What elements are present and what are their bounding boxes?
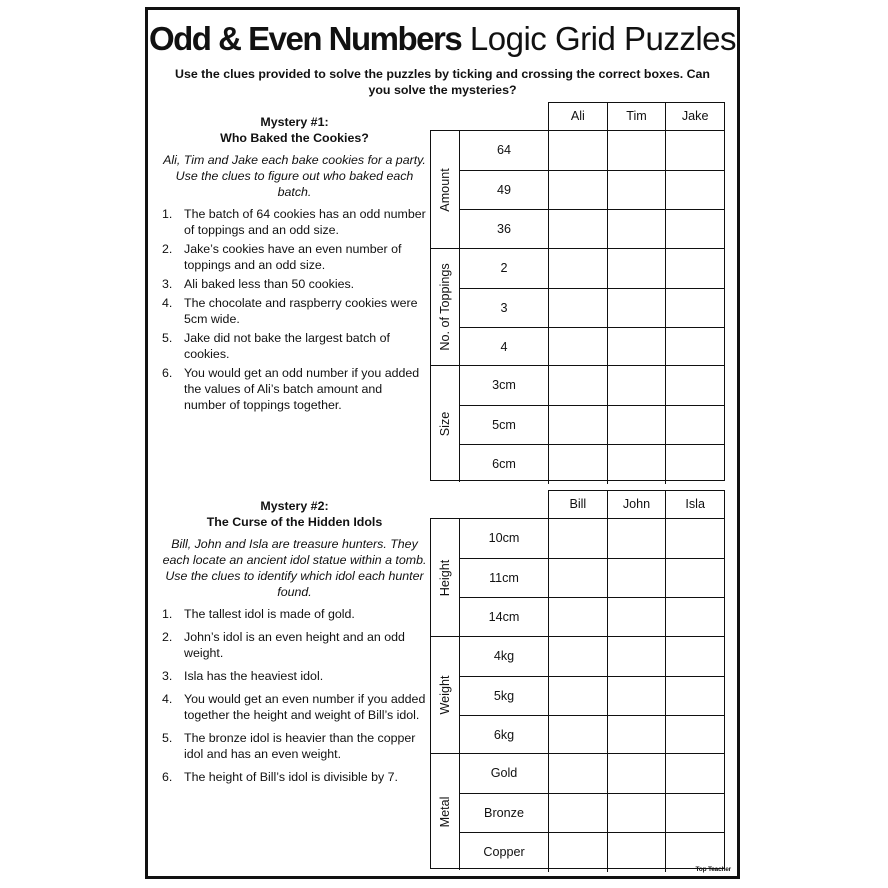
answer-cell[interactable] — [549, 598, 608, 637]
answer-cell[interactable] — [666, 328, 724, 367]
row-value: 2 — [460, 249, 549, 288]
answer-cell[interactable] — [666, 406, 724, 445]
instructions: Use the clues provided to solve the puzzles by ticking and crossing the correct boxes. Can you solve the mysteries? — [175, 67, 710, 97]
answer-cell[interactable] — [666, 677, 724, 716]
list-item: 6. The height of Bill’s idol is divisible by 7. — [162, 770, 398, 784]
row-value: Bronze — [460, 794, 549, 833]
grid-row — [460, 170, 724, 210]
grid-section — [431, 365, 724, 482]
answer-cell[interactable] — [608, 289, 667, 328]
grid-row — [460, 519, 724, 558]
grid-row — [460, 637, 724, 676]
grid-row — [460, 444, 724, 484]
worksheet — [145, 7, 740, 879]
section-label: Height — [431, 519, 460, 636]
answer-cell[interactable] — [549, 328, 608, 367]
title-bold: Odd & Even Numbers — [148, 20, 462, 57]
row-value: 64 — [460, 131, 549, 170]
grid-header-cell: Bill — [549, 491, 608, 518]
grid-1-body — [430, 130, 725, 481]
mystery-2-subheading: The Curse of the Hidden Idols — [206, 515, 383, 529]
answer-cell[interactable] — [549, 716, 608, 755]
answer-cell[interactable] — [608, 794, 667, 833]
row-value: 49 — [460, 171, 549, 210]
answer-cell[interactable] — [549, 210, 608, 249]
mystery-1 — [162, 114, 427, 416]
title-light: Logic Grid Puzzles — [469, 20, 737, 57]
answer-cell[interactable] — [608, 131, 667, 170]
grid-row — [460, 209, 724, 249]
answer-cell[interactable] — [549, 171, 608, 210]
answer-cell[interactable] — [549, 833, 608, 872]
list-item: 5. The bronze idol is heavier than the copper idol and has an even weight. — [162, 731, 416, 761]
mystery-1-heading: Mystery #1: — [260, 115, 329, 129]
list-item: 4. You would get an even number if you added together the height and weight of Bill’s idol. — [162, 692, 426, 722]
row-value: 5cm — [460, 406, 549, 445]
row-value: Copper — [460, 833, 549, 872]
answer-cell[interactable] — [666, 794, 724, 833]
grid-row — [460, 366, 724, 405]
grid-section — [431, 248, 724, 365]
mystery-1-subheading: Who Baked the Cookies? — [220, 131, 369, 145]
grid-row — [460, 754, 724, 793]
answer-cell[interactable] — [608, 754, 667, 793]
grid-header-cell: Jake — [681, 109, 709, 123]
grid-header-cell: John — [608, 491, 667, 518]
answer-cell[interactable] — [549, 519, 608, 558]
grid-row — [460, 558, 724, 598]
row-value: 3cm — [460, 366, 549, 405]
row-value: 4kg — [460, 637, 549, 676]
grid-header-cell: Ali — [549, 103, 608, 130]
list-item: 2. Jake’s cookies have an even number of toppings and an odd size. — [162, 242, 402, 272]
answer-cell[interactable] — [608, 598, 667, 637]
answer-cell[interactable] — [608, 249, 667, 288]
answer-cell[interactable] — [666, 754, 724, 793]
answer-cell[interactable] — [608, 559, 667, 598]
answer-cell[interactable] — [608, 677, 667, 716]
answer-cell[interactable] — [549, 289, 608, 328]
grid-row — [460, 249, 724, 288]
grid-section — [431, 636, 724, 753]
answer-cell[interactable] — [549, 445, 608, 484]
grid-section — [431, 753, 724, 870]
answer-cell[interactable] — [666, 716, 724, 755]
row-value: Gold — [460, 754, 549, 793]
row-value: 14cm — [460, 598, 549, 637]
list-item: 4. The chocolate and raspberry cookies were 5cm wide. — [162, 296, 418, 326]
grid-row — [460, 676, 724, 716]
row-value: 4 — [460, 328, 549, 367]
answer-cell[interactable] — [549, 637, 608, 676]
answer-cell[interactable] — [666, 637, 724, 676]
grid-row — [460, 832, 724, 872]
row-value: 10cm — [460, 519, 549, 558]
answer-cell[interactable] — [549, 794, 608, 833]
answer-cell[interactable] — [608, 210, 667, 249]
answer-cell[interactable] — [608, 637, 667, 676]
list-item: 3. Ali baked less than 50 cookies. — [162, 277, 355, 291]
answer-cell[interactable] — [608, 171, 667, 210]
grid-row — [460, 793, 724, 833]
answer-cell[interactable] — [608, 833, 667, 872]
answer-cell[interactable] — [608, 406, 667, 445]
answer-cell[interactable] — [549, 754, 608, 793]
grid-2-header — [548, 490, 725, 519]
answer-cell[interactable] — [666, 559, 724, 598]
answer-cell[interactable] — [666, 519, 724, 558]
grid-2-body — [430, 518, 725, 869]
answer-cell[interactable] — [608, 366, 667, 405]
grid-row — [460, 715, 724, 755]
answer-cell[interactable] — [666, 445, 724, 484]
grid-row — [460, 405, 724, 445]
answer-cell[interactable] — [549, 249, 608, 288]
answer-cell[interactable] — [666, 210, 724, 249]
mystery-1-story: Ali, Tim and Jake each bake cookies for a party. Use the clues to figure out who baked each batch. — [163, 153, 426, 199]
mystery-2-clues — [162, 606, 427, 785]
mystery-1-clues — [162, 206, 427, 413]
section-label: Size — [431, 366, 460, 482]
list-item: 1. The tallest idol is made of gold. — [162, 607, 355, 621]
grid-section — [431, 519, 724, 636]
page-title — [148, 20, 737, 58]
row-value: 5kg — [460, 677, 549, 716]
list-item: 3. Isla has the heaviest idol. — [162, 669, 324, 683]
answer-cell[interactable] — [666, 289, 724, 328]
list-item: 5. Jake did not bake the largest batch of cookies. — [162, 331, 390, 361]
grid-header-cell: Isla — [685, 497, 705, 511]
answer-cell[interactable] — [666, 131, 724, 170]
answer-cell[interactable] — [608, 328, 667, 367]
row-value: 6cm — [460, 445, 549, 484]
answer-cell[interactable] — [666, 598, 724, 637]
section-label: Weight — [431, 637, 460, 753]
grid-row — [460, 288, 724, 328]
grid-row — [460, 597, 724, 637]
grid-header-cell: Tim — [608, 103, 667, 130]
grid-1-header — [548, 102, 725, 131]
answer-cell[interactable] — [666, 249, 724, 288]
row-value: 11cm — [460, 559, 549, 598]
answer-cell[interactable] — [549, 366, 608, 405]
row-value: 3 — [460, 289, 549, 328]
grid-section — [431, 131, 724, 248]
answer-cell[interactable] — [666, 171, 724, 210]
grid-row — [460, 131, 724, 170]
section-label: Metal — [431, 754, 460, 870]
mystery-2-heading: Mystery #2: — [260, 499, 329, 513]
grid-row — [460, 327, 724, 367]
section-label: Amount — [431, 131, 460, 248]
row-value: 6kg — [460, 716, 549, 755]
brand-logo: Top Teacher — [695, 866, 731, 873]
section-label: No. of Toppings — [431, 249, 460, 365]
answer-cell[interactable] — [608, 445, 667, 484]
list-item: 1. The batch of 64 cookies has an odd number of toppings and an odd size. — [162, 207, 426, 237]
answer-cell[interactable] — [608, 519, 667, 558]
answer-cell[interactable] — [549, 131, 608, 170]
answer-cell[interactable] — [549, 406, 608, 445]
row-value: 36 — [460, 210, 549, 249]
mystery-2-story: Bill, John and Isla are treasure hunters. They each locate an ancient idol statue within a tomb. Use the clues to identify which idol each hunter found. — [162, 537, 427, 599]
mystery-2 — [162, 498, 427, 792]
list-item: 6. You would get an odd number if you added the values of Ali’s batch amount and number of toppings together. — [162, 366, 420, 412]
answer-cell[interactable] — [666, 366, 724, 405]
answer-cell[interactable] — [549, 677, 608, 716]
list-item: 2. John’s idol is an even height and an odd weight. — [162, 630, 405, 660]
answer-cell[interactable] — [608, 716, 667, 755]
answer-cell[interactable] — [549, 559, 608, 598]
